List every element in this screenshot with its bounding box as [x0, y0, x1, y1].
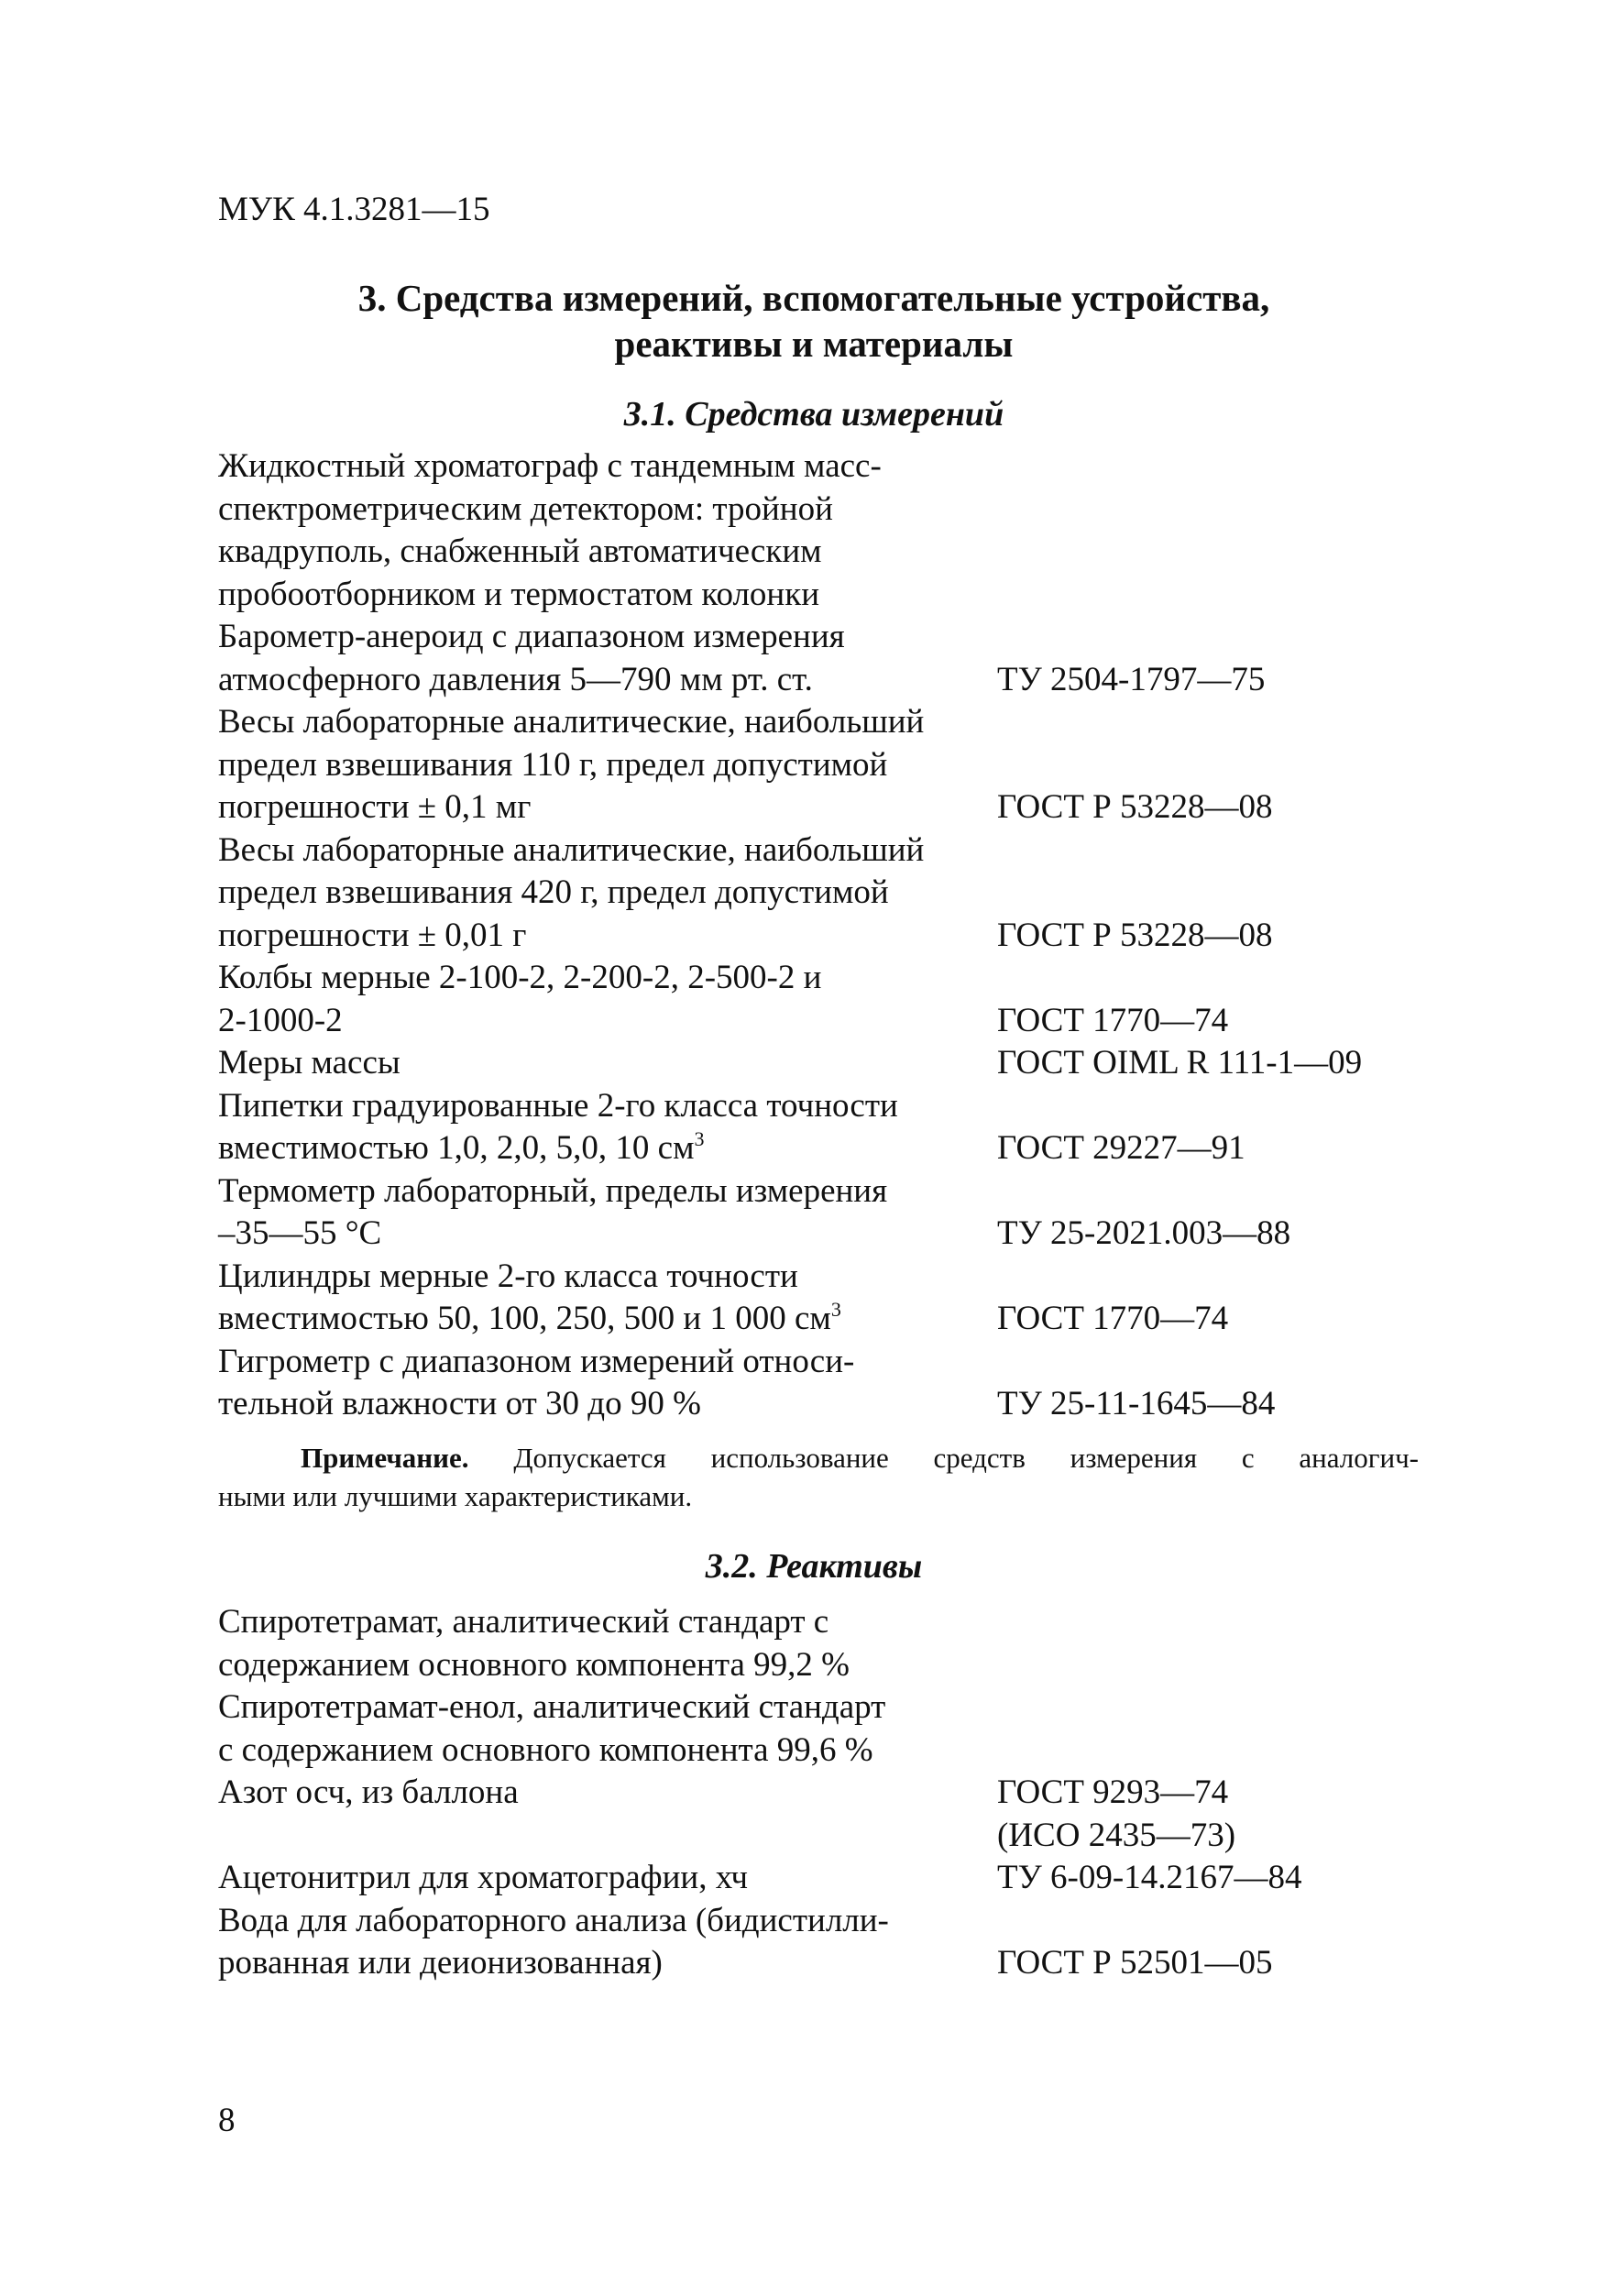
subsection-title-measuring-instruments: 3.1. Средства измерений — [623, 395, 1004, 434]
item-standard-ref: ТУ 2504-1797—75 — [997, 660, 1266, 698]
item-standard-ref: ГОСТ Р 53228—08 — [997, 788, 1273, 826]
item-name — [218, 1341, 997, 1426]
item-name — [218, 1042, 997, 1085]
list-item — [218, 1601, 1419, 1686]
document-code: МУК 4.1.3281—15 — [218, 191, 490, 228]
item-standard-ref: ГОСТ 1770—74 — [997, 1300, 1229, 1337]
note-label: Примечание. — [301, 1442, 469, 1474]
list-item — [218, 1341, 1419, 1426]
item-name-line — [218, 1127, 997, 1170]
item-name-line: Меры массы — [218, 1044, 401, 1082]
item-name-line: Спиротетрамат-енол, аналитический стандарт — [218, 1688, 886, 1726]
item-standard-ref: ГОСТ OIML R 111-1—09 — [997, 1044, 1363, 1082]
item-name — [218, 445, 997, 616]
item-name-line: Жидкостный хроматограф с тандемным масс- — [218, 447, 882, 485]
item-name-text: вместимостью 50, 100, 250, 500 и 1 000 см — [218, 1300, 831, 1337]
list-item — [218, 957, 1419, 1042]
list-item — [218, 1857, 1419, 1900]
item-standard-ref-line: ГОСТ 9293—74 — [997, 1773, 1229, 1811]
item-name — [218, 1900, 997, 1985]
list-item — [218, 1042, 1419, 1085]
list-item — [218, 701, 1419, 829]
note — [218, 1439, 1419, 1516]
item-name-line: погрешности ± 0,01 г — [218, 916, 527, 954]
item-standard-ref: ГОСТ 1770—74 — [997, 1001, 1229, 1039]
section-title-line: реактивы и материалы — [614, 323, 1014, 365]
item-name-line: содержанием основного компонента 99,2 % — [218, 1645, 850, 1684]
item-name — [218, 1686, 997, 1772]
item-name-line: рованная или деионизованная) — [218, 1944, 663, 1982]
unit-exponent: 3 — [830, 1298, 841, 1321]
item-standard-ref: ТУ 25-2021.003—88 — [997, 1214, 1291, 1252]
item-name — [218, 1085, 997, 1170]
item-name-line: Пипетки градуированные 2-го класса точности — [218, 1086, 898, 1125]
item-name-line: Азот осч, из баллона — [218, 1773, 519, 1811]
item-name-line: пробоотборником и термостатом колонки — [218, 575, 820, 613]
list-item — [218, 445, 1419, 616]
item-name-line: Ацетонитрил для хроматографии, хч — [218, 1859, 748, 1896]
item-name-line: 2-1000-2 — [218, 1001, 343, 1039]
item-standard-ref: ГОСТ 29227—91 — [997, 1129, 1245, 1167]
item-name-line: Колбы мерные 2-100-2, 2-200-2, 2-500-2 и — [218, 959, 822, 996]
list-item — [218, 1686, 1419, 1772]
section-title-line: 3. Средства измерений, вспомогательные устройства, — [357, 277, 1270, 319]
page-number: 8 — [218, 2102, 236, 2139]
section-title — [218, 275, 1410, 367]
item-name-line: спектрометрическим детектором: тройной — [218, 489, 833, 528]
item-name-line: предел взвешивания 420 г, предел допустимой — [218, 873, 889, 911]
unit-exponent: 3 — [694, 1127, 705, 1150]
item-name — [218, 616, 997, 701]
item-name-line: Весы лабораторные аналитические, наибольший — [218, 830, 925, 869]
item-name-line: Термометр лабораторный, пределы измерения — [218, 1171, 888, 1210]
reagents-list — [218, 1601, 1419, 1985]
item-standard-ref: ГОСТ Р 53228—08 — [997, 916, 1273, 954]
item-name-line: Барометр-анероид с диапазоном измерения — [218, 618, 845, 655]
item-name-line — [218, 1298, 997, 1341]
item-name-line: Вода для лабораторного анализа (бидистилли- — [218, 1901, 889, 1939]
item-name-line: Весы лабораторные аналитические, наибольший — [218, 703, 925, 741]
item-name-line: тельной влажности от 30 до 90 % — [218, 1385, 701, 1422]
list-item — [218, 1085, 1419, 1170]
list-item — [218, 1256, 1419, 1341]
measuring-instruments-list — [218, 445, 1419, 1426]
item-name-line: –35—55 °С — [218, 1214, 382, 1252]
item-name — [218, 1772, 997, 1815]
note-line — [218, 1439, 1419, 1477]
item-name-text: вместимостью 1,0, 2,0, 5,0, 10 см — [218, 1129, 695, 1167]
item-name — [218, 1170, 997, 1256]
item-standard-ref: ТУ 6-09-14.2167—84 — [997, 1859, 1302, 1896]
list-item — [218, 829, 1419, 958]
item-name — [218, 1857, 997, 1900]
item-name-line: атмосферного давления 5—790 мм рт. ст. — [218, 660, 813, 698]
list-item — [218, 1772, 1419, 1857]
item-name-line: Цилиндры мерные 2-го класса точности — [218, 1257, 798, 1295]
item-standard-ref — [997, 1772, 1235, 1857]
item-name-line: Гигрометр с диапазоном измерений относи- — [218, 1342, 855, 1380]
list-item — [218, 1170, 1419, 1256]
item-name — [218, 829, 997, 958]
note-text: Допускается использование средств измерения с аналогич- — [468, 1442, 1419, 1474]
item-name-line: с содержанием основного компонента 99,6 % — [218, 1730, 873, 1769]
list-item — [218, 616, 1419, 701]
item-name — [218, 701, 997, 829]
note-line: ными или лучшими характеристиками. — [218, 1480, 693, 1512]
item-standard-ref: ГОСТ Р 52501—05 — [997, 1944, 1273, 1982]
item-name — [218, 1601, 997, 1686]
item-name-line: Спиротетрамат, аналитический стандарт с — [218, 1603, 829, 1641]
list-item — [218, 1900, 1419, 1985]
item-name-line: погрешности ± 0,1 мг — [218, 788, 532, 826]
item-name — [218, 1256, 997, 1341]
subsection-title-reagents: 3.2. Реактивы — [705, 1547, 923, 1586]
item-standard-ref: ТУ 25-11-1645—84 — [997, 1385, 1276, 1422]
item-name — [218, 957, 997, 1042]
item-standard-ref-line: (ИСО 2435—73) — [997, 1816, 1236, 1854]
item-name-line: квадруполь, снабженный автоматическим — [218, 533, 822, 570]
item-name-line: предел взвешивания 110 г, предел допустимой — [218, 745, 888, 784]
